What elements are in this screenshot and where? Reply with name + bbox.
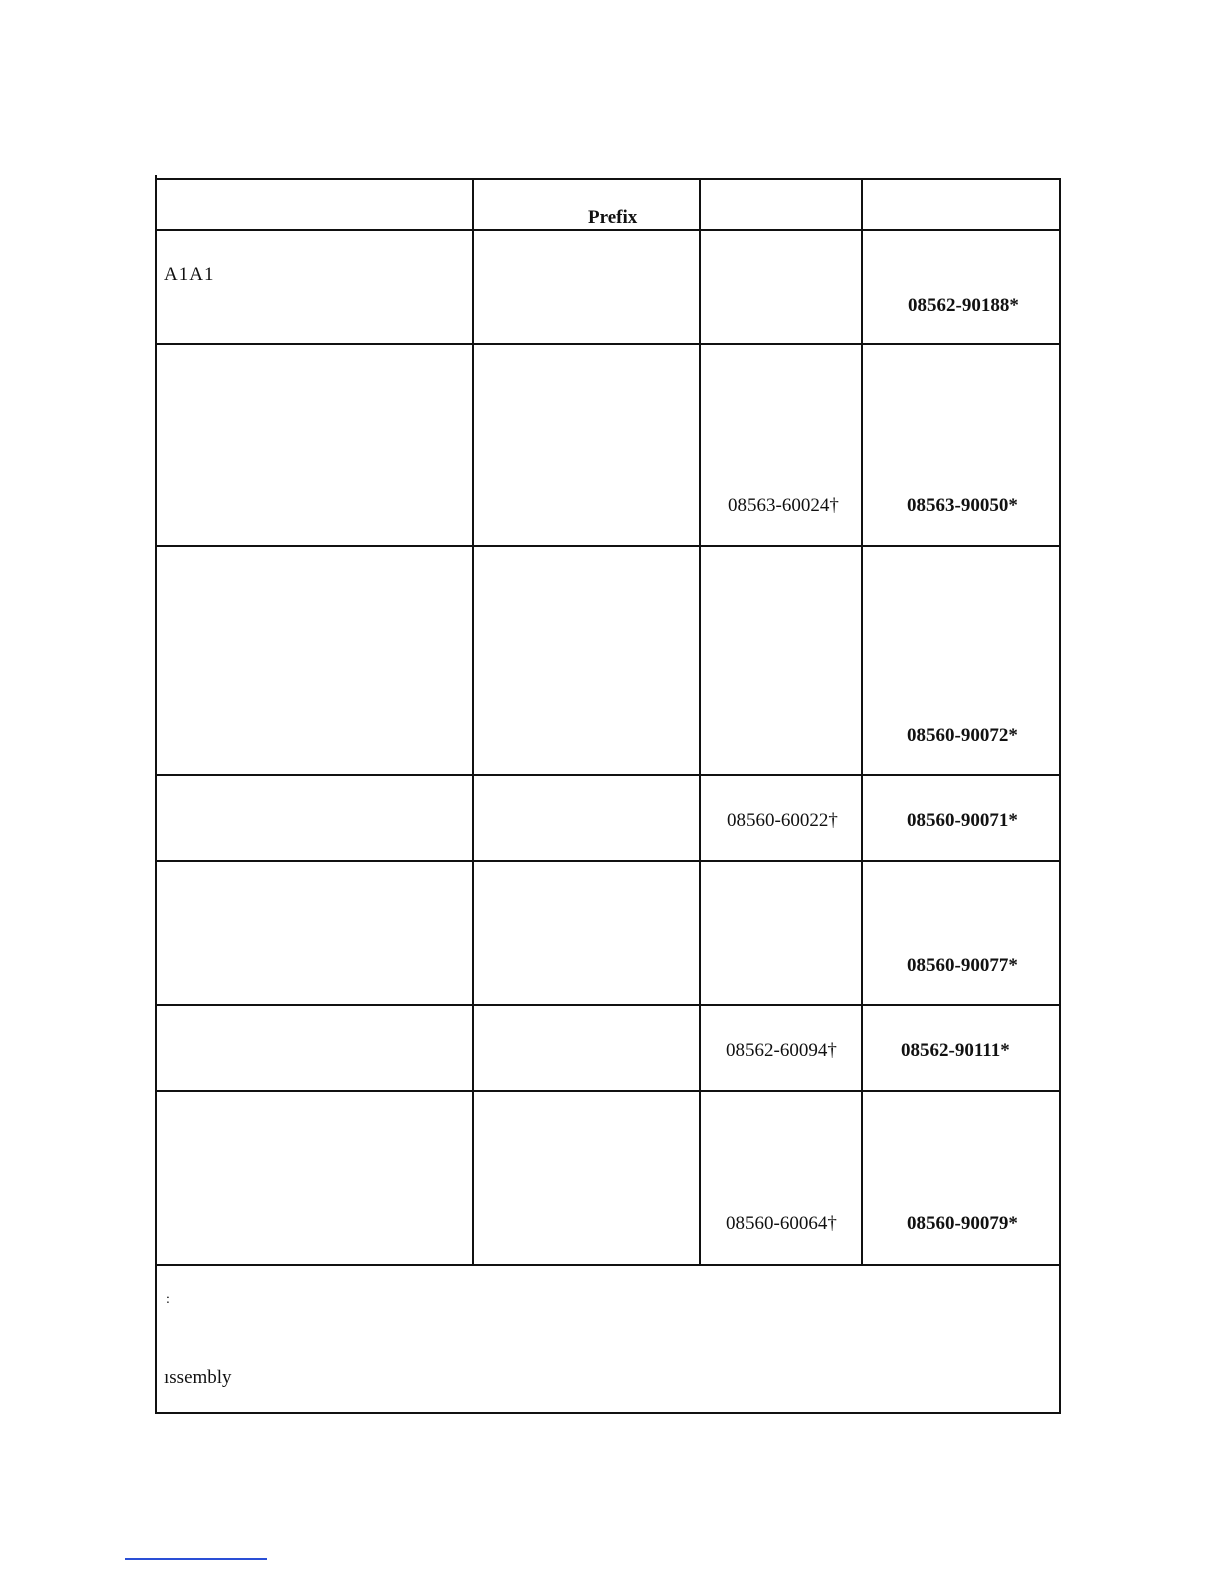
row-4-doc-number: 08560-90071* xyxy=(907,810,1018,831)
column-divider xyxy=(699,178,701,1266)
row-4-part-number: 08560-60022† xyxy=(727,810,838,831)
row-7-part-number: 08560-60064† xyxy=(726,1213,837,1234)
header-prefix: Prefix xyxy=(588,207,638,228)
row-6-part-number: 08562-60094† xyxy=(726,1040,837,1061)
row-2-part-number: 08563-60024† xyxy=(728,495,839,516)
column-divider xyxy=(861,178,863,1266)
row-divider xyxy=(157,545,1060,547)
row-2-doc-number: 08563-90050* xyxy=(907,495,1018,516)
row-7-doc-number: 08560-90079* xyxy=(907,1213,1018,1234)
row-1-doc-number: 08562-90188* xyxy=(908,295,1019,316)
notes-line-1: : xyxy=(166,1292,170,1307)
row-divider xyxy=(157,1264,1060,1266)
footer-link-underline[interactable] xyxy=(125,1558,267,1560)
row-1-label: A1A1 xyxy=(164,264,215,285)
row-5-doc-number: 08560-90077* xyxy=(907,955,1018,976)
column-divider xyxy=(472,178,474,1266)
row-divider xyxy=(157,860,1060,862)
row-divider xyxy=(157,229,1060,231)
table-left-border xyxy=(155,175,157,1414)
row-divider xyxy=(157,343,1060,345)
row-divider xyxy=(157,774,1060,776)
row-divider xyxy=(157,1004,1060,1006)
row-divider xyxy=(157,1090,1060,1092)
row-3-doc-number: 08560-90072* xyxy=(907,725,1018,746)
notes-line-2: ıssembly xyxy=(164,1367,232,1388)
row-6-doc-number: 08562-90111* xyxy=(901,1040,1010,1061)
